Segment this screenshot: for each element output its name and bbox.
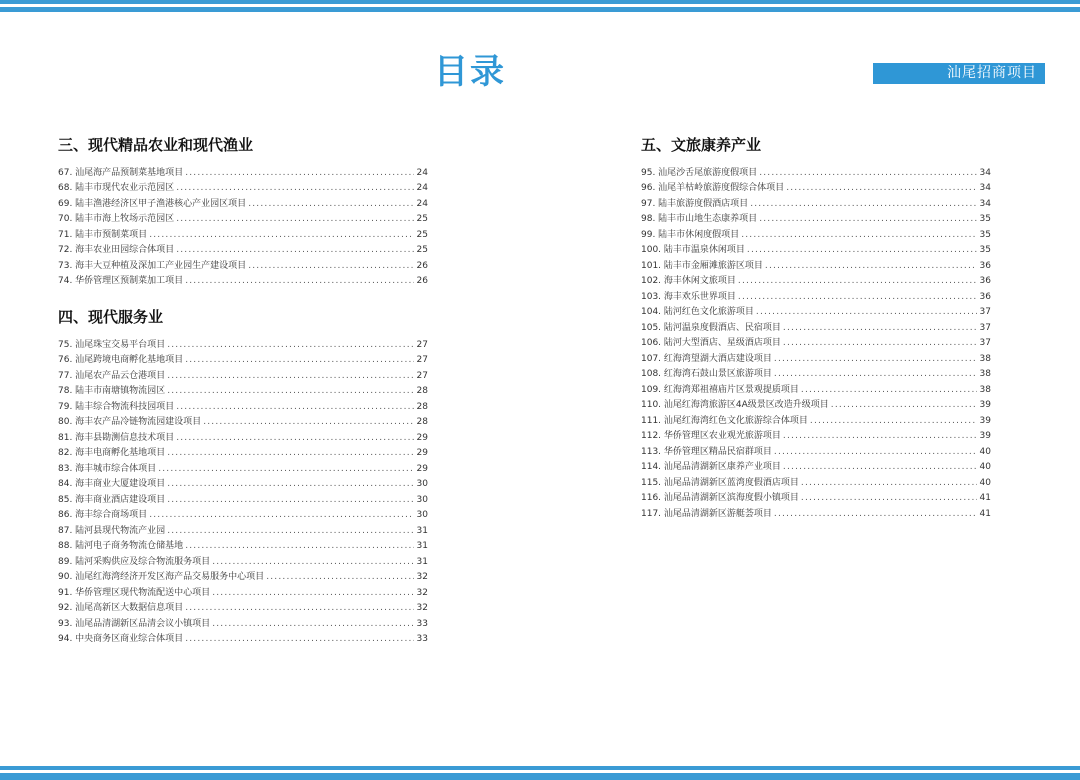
toc-entry[interactable] [641,256,991,272]
toc-entry[interactable] [641,194,991,210]
toc-entry-title: 86. 海丰综合商场项目 [58,510,148,520]
toc-leader-dots [783,337,977,349]
toc-entry[interactable] [58,194,428,210]
toc-leader-dots [167,525,414,537]
toc-entry[interactable] [58,537,428,553]
toc-entry-title: 104. 陆河红色文化旅游项目 [641,307,754,317]
toc-entry[interactable] [641,272,991,288]
toc-entry-page: 34 [979,167,991,178]
toc-entry[interactable] [58,614,428,630]
toc-entry-title: 84. 海丰商业大厦建设项目 [58,479,166,489]
toc-entry-page: 40 [979,446,991,457]
toc-entry-page: 26 [416,276,428,286]
toc-entry-title: 70. 陆丰市海上牧场示范园区 [58,214,175,224]
toc-entry-page: 32 [416,572,428,582]
toc-column-left [58,135,428,645]
toc-entry-page: 27 [416,355,428,365]
toc-entry-title: 108. 红海湾石鼓山景区旅游项目 [641,369,772,379]
page-title: 目录 [434,52,506,92]
toc-leader-dots [765,260,977,272]
toc-entry-page: 28 [416,417,428,427]
toc-leader-dots [783,461,977,473]
toc-leader-dots [266,571,414,583]
toc-entry[interactable] [58,335,428,351]
toc-entry-page: 41 [979,493,991,503]
toc-leader-dots [810,415,977,427]
toc-entry[interactable] [641,411,991,427]
toc-leader-dots [774,446,977,458]
toc-entry-title: 85. 海丰商业酒店建设项目 [58,494,166,505]
toc-entry-title: 97. 陆丰旅游度假酒店项目 [641,198,749,209]
toc-entry-title: 106. 陆河大型酒店、星级酒店项目 [641,338,781,348]
toc-leader-dots [741,229,977,241]
toc-leader-dots [212,587,414,599]
toc-leader-dots [149,509,414,521]
toc-entry-title: 72. 海丰农业田园综合体项目 [58,245,175,255]
toc-leader-dots [176,182,414,194]
toc-entry[interactable] [641,241,991,257]
toc-entry-title: 113. 华侨管理区精品民宿群项目 [641,446,772,457]
toc-entry[interactable] [641,365,991,381]
toc-entry-page: 25 [416,214,428,224]
toc-entry[interactable] [641,380,991,396]
toc-entry[interactable] [641,458,991,474]
toc-entry[interactable] [641,303,991,319]
toc-entry-title: 103. 海丰欢乐世界项目 [641,291,736,302]
toc-entry[interactable] [641,396,991,412]
toc-entry-title: 69. 陆丰渔港经济区甲子渔港核心产业园区项目 [58,198,247,209]
toc-entry[interactable] [58,599,428,615]
toc-entry-page: 35 [979,214,991,224]
toc-entry-page: 30 [416,494,428,505]
section-heading: 四、现代服务业 [58,308,164,326]
toc-leader-dots [759,213,977,225]
toc-entry-title: 75. 汕尾珠宝交易平台项目 [58,339,166,350]
toc-list [58,163,428,287]
toc-entry[interactable] [58,382,428,398]
toc-entry-page: 33 [416,634,428,644]
toc-entry-page: 36 [979,276,991,286]
toc-entry[interactable] [58,444,428,460]
toc-leader-dots [203,416,414,428]
toc-entry-page: 30 [416,479,428,489]
toc-entry[interactable] [58,506,428,522]
toc-leader-dots [167,385,414,397]
toc-entry-title: 109. 红海湾郑祖禧庙片区景观提质项目 [641,384,799,395]
toc-leader-dots [774,508,977,520]
toc-entry-title: 92. 汕尾高新区大数据信息项目 [58,603,184,613]
toc-leader-dots [783,430,977,442]
toc-entry[interactable] [58,521,428,537]
toc-entry[interactable] [641,442,991,458]
top-decor-band [0,0,1080,14]
toc-entry-title: 102. 海丰休闲文旅项目 [641,276,736,286]
toc-entry-title: 88. 陆河电子商务物流仓储基地 [58,541,184,551]
toc-entry-page: 37 [979,338,991,348]
toc-list [58,335,428,645]
toc-entry-title: 78. 陆丰市南塘镇物流园区 [58,386,166,396]
toc-entry-title: 110. 汕尾红海湾旅游区4A级景区改造升级项目 [641,400,829,410]
toc-entry-page: 24 [416,183,428,193]
toc-entry-page: 34 [979,183,991,193]
toc-leader-dots [738,291,977,303]
toc-entry-title: 76. 汕尾跨境电商孵化基地项目 [58,355,184,365]
toc-entry-page: 39 [979,431,991,441]
toc-leader-dots [248,198,414,210]
toc-entry-title: 105. 陆河温泉度假酒店、民宿项目 [641,322,781,333]
toc-leader-dots [212,618,414,630]
toc-entry[interactable] [58,179,428,195]
toc-entry-page: 36 [979,260,991,271]
toc-leader-dots [750,198,977,210]
toc-leader-dots [176,401,414,413]
toc-list [641,163,991,520]
toc-entry[interactable] [641,489,991,505]
toc-entry-page: 26 [416,260,428,271]
toc-leader-dots [158,463,414,475]
toc-entry-title: 80. 海丰农产品冷链物流园建设项目 [58,417,202,427]
section-heading: 五、文旅康养产业 [641,136,762,154]
toc-leader-dots [786,182,977,194]
toc-entry-title: 95. 汕尾沙舌尾旅游度假项目 [641,167,758,178]
toc-leader-dots [248,260,414,272]
toc-entry[interactable] [58,366,428,382]
toc-entry-page: 39 [979,415,991,426]
toc-entry-title: 111. 汕尾红海湾红色文化旅游综合体项目 [641,415,808,426]
toc-entry-page: 35 [979,229,991,240]
toc-entry-title: 91. 华侨管理区现代物流配送中心项目 [58,587,211,598]
toc-entry-page: 36 [979,291,991,302]
toc-entry-title: 83. 海丰城市综合体项目 [58,463,157,474]
toc-entry[interactable] [58,272,428,288]
toc-entry[interactable] [641,179,991,195]
toc-leader-dots [167,447,414,459]
toc-entry-page: 29 [416,448,428,458]
toc-entry[interactable] [58,351,428,367]
toc-entry[interactable] [641,318,991,334]
bottom-decor-band [0,766,1080,780]
toc-entry[interactable] [58,583,428,599]
toc-entry[interactable] [58,397,428,413]
toc-entry[interactable] [641,504,991,520]
toc-entry[interactable] [58,225,428,241]
toc-entry-page: 24 [416,167,428,178]
toc-entry[interactable] [58,163,428,179]
toc-entry-title: 116. 汕尾品清湖新区滨海度假小镇项目 [641,493,799,503]
toc-entry-page: 40 [979,462,991,472]
toc-entry-page: 30 [416,510,428,520]
toc-leader-dots [738,275,977,287]
toc-section [58,307,428,645]
toc-entry[interactable] [58,459,428,475]
toc-entry-page: 25 [416,245,428,255]
toc-leader-dots [149,229,414,241]
toc-section [641,135,991,520]
toc-leader-dots [185,167,414,179]
toc-entry-title: 77. 汕尾农产品云仓港项目 [58,370,166,381]
header-tag: 汕尾招商项目 [873,63,1045,84]
toc-entry-page: 39 [979,400,991,410]
toc-entry-title: 93. 汕尾品清湖新区品清会议小镇项目 [58,618,211,629]
toc-entry[interactable] [641,349,991,365]
toc-entry-title: 74. 华侨管理区预制菜加工项目 [58,276,184,286]
toc-entry-page: 28 [416,401,428,412]
toc-entry-title: 98. 陆丰市山地生态康养项目 [641,214,758,224]
toc-entry[interactable] [58,552,428,568]
toc-entry[interactable] [641,225,991,241]
toc-entry-title: 115. 汕尾品清湖新区蓝湾度假酒店项目 [641,477,799,488]
toc-leader-dots [167,478,414,490]
toc-leader-dots [801,492,977,504]
toc-entry-title: 68. 陆丰市现代农业示范园区 [58,183,175,193]
toc-leader-dots [185,602,414,614]
toc-entry[interactable] [641,473,991,489]
toc-leader-dots [801,384,977,396]
toc-entry[interactable] [58,256,428,272]
toc-entry[interactable] [641,163,991,179]
toc-entry-page: 38 [979,369,991,379]
toc-entry-page: 38 [979,384,991,395]
toc-entry-page: 40 [979,477,991,488]
toc-section [58,135,428,287]
toc-entry[interactable] [641,427,991,443]
toc-entry[interactable] [641,334,991,350]
toc-entry[interactable] [58,210,428,226]
toc-entry-title: 114. 汕尾品清湖新区康养产业项目 [641,462,781,472]
toc-entry-title: 79. 陆丰综合物流科技园项目 [58,401,175,412]
toc-leader-dots [167,370,414,382]
toc-leader-dots [176,213,414,225]
toc-leader-dots [185,540,414,552]
toc-leader-dots [783,322,977,334]
toc-entry-title: 71. 陆丰市预制菜项目 [58,229,148,240]
toc-entry-title: 96. 汕尾羊枯岭旅游度假综合体项目 [641,183,785,193]
toc-entry-page: 29 [416,463,428,474]
toc-entry-title: 81. 海丰县勘测信息技术项目 [58,432,175,443]
toc-entry-page: 34 [979,198,991,209]
toc-leader-dots [185,633,414,645]
toc-entry-title: 87. 陆河县现代物流产业园 [58,525,166,536]
toc-entry-title: 99. 陆丰市休闲度假项目 [641,229,740,240]
toc-entry-page: 31 [416,525,428,536]
toc-entry-title: 73. 海丰大豆种植及深加工产业园生产建设项目 [58,260,247,271]
toc-entry-page: 37 [979,307,991,317]
toc-entry[interactable] [641,287,991,303]
toc-entry-title: 82. 海丰电商孵化基地项目 [58,448,166,458]
toc-entry-title: 90. 汕尾红海湾经济开发区海产品交易服务中心项目 [58,572,265,582]
toc-entry-page: 25 [416,229,428,240]
toc-entry[interactable] [58,413,428,429]
toc-leader-dots [212,556,414,568]
toc-entry-page: 33 [416,618,428,629]
toc-column-right [641,135,991,520]
toc-entry-page: 31 [416,541,428,551]
toc-leader-dots [774,368,977,380]
toc-entry-page: 28 [416,386,428,396]
toc-entry-page: 32 [416,603,428,613]
toc-entry-page: 31 [416,556,428,567]
toc-leader-dots [831,399,977,411]
toc-leader-dots [167,494,414,506]
toc-entry-page: 38 [979,353,991,364]
toc-leader-dots [774,353,977,365]
toc-entry[interactable] [58,490,428,506]
toc-entry[interactable] [58,428,428,444]
toc-entry-page: 35 [979,245,991,255]
toc-leader-dots [747,244,977,256]
toc-leader-dots [176,244,414,256]
toc-entry[interactable] [58,241,428,257]
toc-leader-dots [801,477,977,489]
toc-leader-dots [759,167,977,179]
toc-entry-page: 37 [979,322,991,333]
toc-entry-page: 27 [416,370,428,381]
toc-entry-title: 94. 中央商务区商业综合体项目 [58,634,184,644]
toc-entry-title: 67. 汕尾海产品预制菜基地项目 [58,167,184,178]
toc-entry-title: 89. 陆河采购供应及综合物流服务项目 [58,556,211,567]
toc-leader-dots [756,306,977,318]
toc-entry-page: 32 [416,587,428,598]
toc-entry-page: 29 [416,432,428,443]
toc-leader-dots [185,354,414,366]
toc-entry-page: 24 [416,198,428,209]
toc-leader-dots [167,339,414,351]
toc-entry[interactable] [58,568,428,584]
toc-entry-page: 41 [979,508,991,519]
toc-entry-title: 117. 汕尾品清湖新区游艇荟项目 [641,508,772,519]
toc-entry[interactable] [641,210,991,226]
toc-entry-title: 100. 陆丰市温泉休闲项目 [641,245,745,255]
toc-leader-dots [185,275,414,287]
toc-leader-dots [176,432,414,444]
toc-entry[interactable] [58,630,428,646]
toc-entry-title: 101. 陆丰市金厢滩旅游区项目 [641,260,763,271]
toc-entry[interactable] [58,475,428,491]
section-heading: 三、现代精品农业和现代渔业 [58,136,254,154]
toc-entry-title: 112. 华侨管理区农业观光旅游项目 [641,431,781,441]
toc-entry-page: 27 [416,339,428,350]
toc-entry-title: 107. 红海湾望湖大酒店建设项目 [641,353,772,364]
